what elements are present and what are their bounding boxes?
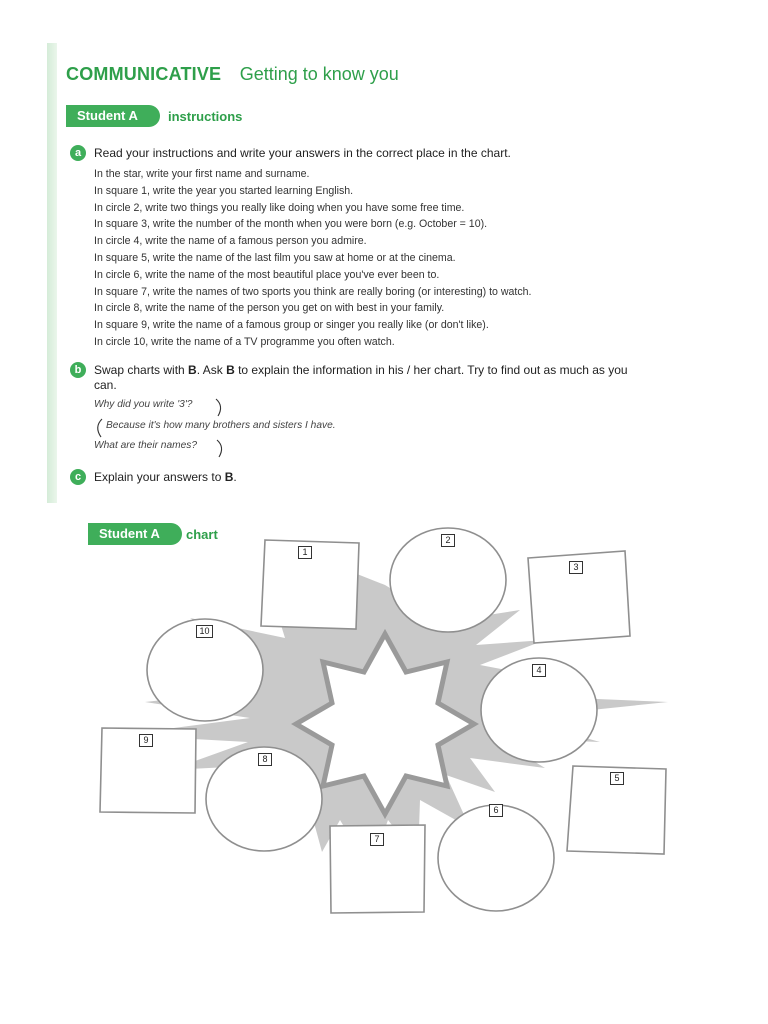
step-c-text-part: . [233, 470, 237, 484]
circle-6 [438, 805, 554, 911]
step-a-marker: a [70, 145, 86, 161]
student-a-chart-tab: Student A [88, 523, 182, 545]
step-b-bold: B [188, 363, 197, 377]
step-b-text-part: to explain the information in his / her chart. Try to find out as much as you can. [94, 363, 628, 392]
instruction-item: In circle 4, write the name of a famous person you admire. [94, 235, 367, 248]
chart-heading: chart [186, 527, 218, 542]
instruction-item: In circle 2, write two things you really like doing when you have some free time. [94, 201, 465, 214]
shape-number-5: 5 [610, 772, 624, 785]
step-a-text: Read your instructions and write your answers in the correct place in the chart. [94, 146, 511, 160]
step-b-marker: b [70, 362, 86, 378]
instruction-item: In circle 6, write the name of the most beautiful place you've ever been to. [94, 268, 440, 281]
example-question-1: Why did you write '3'? [94, 399, 193, 410]
student-a-instructions-tab: Student A [66, 105, 160, 127]
page-title: Getting to know you [239, 64, 399, 84]
step-c-marker: c [70, 469, 86, 485]
instruction-item: In circle 10, write the name of a TV programme you often watch. [94, 335, 395, 348]
shape-number-7: 7 [370, 833, 384, 846]
instruction-item: In the star, write your first name and surname. [94, 168, 310, 180]
instruction-item: In square 9, write the name of a famous group or singer you really like (or don't like). [94, 319, 489, 332]
step-c-bold: B [224, 470, 234, 484]
instruction-item: In circle 8, write the name of the person you get on with best in your family. [94, 302, 445, 315]
step-b-text-part: Swap charts with [94, 363, 189, 377]
instruction-item: In square 7, write the names of two sports you think are really boring (or interesting) to watch. [94, 285, 532, 298]
instruction-item: In square 3, write the number of the month when you were born (e.g. October = 10). [94, 218, 488, 231]
shape-number-3: 3 [569, 561, 583, 574]
step-b-text-part: . Ask [196, 363, 227, 377]
shape-number-6: 6 [489, 804, 503, 817]
step-c-text-part: Explain your answers to [94, 470, 225, 484]
instruction-item: In square 5, write the name of the last film you saw at home or at the cinema. [94, 251, 456, 264]
shape-number-4: 4 [532, 664, 546, 677]
step-b-bold: B [226, 363, 235, 377]
star-shape [296, 634, 474, 814]
shape-number-2: 2 [441, 534, 455, 547]
shape-number-1: 1 [298, 546, 312, 559]
shape-number-10: 10 [196, 625, 213, 638]
instructions-heading: instructions [168, 109, 243, 124]
heading-kind: COMMUNICATIVE [66, 64, 222, 84]
shape-number-9: 9 [139, 734, 153, 747]
example-answer: Because it's how many brothers and sisters I have. [106, 420, 336, 431]
instruction-item: In square 1, write the year you started learning English. [94, 184, 354, 197]
example-question-2: What are their names? [94, 440, 198, 451]
shape-number-8: 8 [258, 753, 272, 766]
